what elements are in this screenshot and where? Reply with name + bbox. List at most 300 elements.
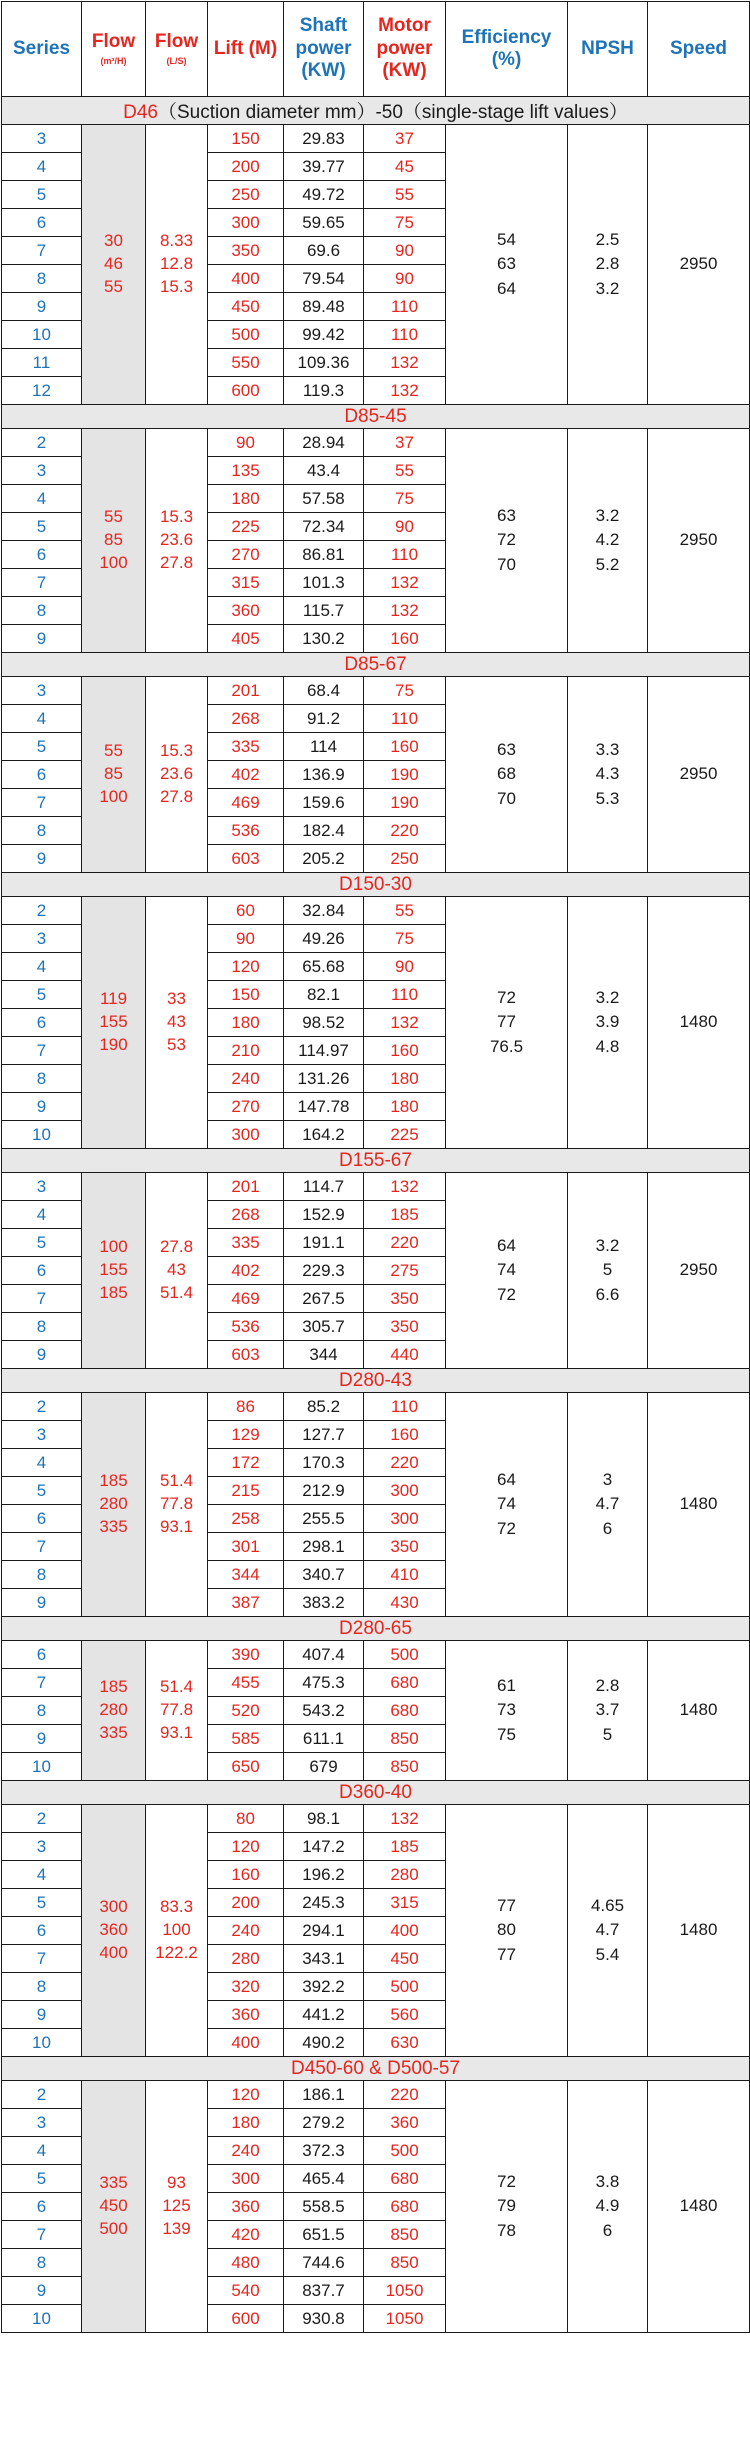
motor-power-cell: 250 [364, 845, 446, 873]
speed-cell: 2950 [648, 677, 750, 873]
motor-power-cell: 180 [364, 1093, 446, 1121]
efficiency-value: 64 [497, 1470, 516, 1490]
pump-performance-table [1, 1, 750, 2333]
lift-cell: 268 [208, 1201, 284, 1229]
efficiency-value: 63 [497, 740, 516, 760]
motor-power-cell: 500 [364, 2137, 446, 2165]
efficiency-value: 72 [497, 1518, 516, 1538]
shaft-power-cell: 651.5 [284, 2221, 364, 2249]
lift-cell: 268 [208, 705, 284, 733]
efficiency-value: 72 [497, 988, 516, 1008]
npsh-value: 3.9 [595, 1012, 620, 1032]
group-header-row [2, 1149, 750, 1173]
flow-ls-value: 23.6 [159, 530, 194, 550]
flow-m3h-value: 55 [104, 741, 123, 761]
series-cell: 9 [2, 625, 82, 653]
lift-cell: 135 [208, 457, 284, 485]
series-cell: 7 [2, 1533, 82, 1561]
npsh-value: 4.2 [595, 530, 620, 550]
table-row [2, 1393, 750, 1421]
series-cell: 5 [2, 181, 82, 209]
shaft-power-cell: 196.2 [284, 1861, 364, 1889]
lift-cell: 90 [208, 925, 284, 953]
lift-cell: 200 [208, 153, 284, 181]
shaft-power-cell: 344 [284, 1341, 364, 1369]
series-cell: 6 [2, 1257, 82, 1285]
efficiency-value: 77 [497, 1944, 516, 1964]
lift-cell: 120 [208, 2081, 284, 2109]
flow-m3h-cell [82, 1393, 146, 1617]
flow-m3h-value: 500 [99, 2218, 128, 2238]
shaft-power-cell: 372.3 [284, 2137, 364, 2165]
series-cell: 3 [2, 1421, 82, 1449]
lift-cell: 300 [208, 1121, 284, 1149]
lift-cell: 360 [208, 2001, 284, 2029]
lift-cell: 390 [208, 1641, 284, 1669]
motor-power-cell: 110 [364, 293, 446, 321]
header-speed: Speed [648, 2, 750, 97]
header-flow-m3h: Flow (m³/H) [82, 2, 146, 97]
shaft-power-cell: 119.3 [284, 377, 364, 405]
flow-m3h-value: 450 [99, 2196, 128, 2216]
flow-ls-value: 8.33 [159, 231, 194, 251]
group-model: D46 [123, 102, 158, 123]
efficiency-cell [446, 677, 568, 873]
shaft-power-cell: 392.2 [284, 1973, 364, 2001]
flow-ls-value: 122.2 [155, 1942, 198, 1962]
flow-ls-value: 93.1 [159, 1516, 194, 1536]
motor-power-cell: 300 [364, 1505, 446, 1533]
motor-power-cell: 75 [364, 925, 446, 953]
flow-ls-value: 15.3 [159, 507, 194, 527]
shaft-power-cell: 86.81 [284, 541, 364, 569]
series-cell: 3 [2, 925, 82, 953]
lift-cell: 258 [208, 1505, 284, 1533]
series-cell: 5 [2, 1477, 82, 1505]
lift-cell: 536 [208, 1313, 284, 1341]
series-cell: 5 [2, 513, 82, 541]
series-cell: 3 [2, 457, 82, 485]
series-cell: 9 [2, 2001, 82, 2029]
motor-power-cell: 450 [364, 1945, 446, 1973]
shaft-power-cell: 39.77 [284, 153, 364, 181]
npsh-value: 5.3 [595, 788, 620, 808]
flow-m3h-value: 280 [99, 1494, 128, 1514]
group-model: D360-40 [339, 1781, 412, 1803]
series-cell: 3 [2, 125, 82, 153]
table-row [2, 897, 750, 925]
shaft-power-cell: 490.2 [284, 2029, 364, 2057]
group-title [2, 97, 750, 125]
speed-cell: 1480 [648, 1393, 750, 1617]
motor-power-cell: 55 [364, 457, 446, 485]
motor-power-cell: 110 [364, 1393, 446, 1421]
motor-power-cell: 132 [364, 1009, 446, 1037]
lift-cell: 455 [208, 1669, 284, 1697]
lift-cell: 240 [208, 1065, 284, 1093]
series-cell: 7 [2, 2221, 82, 2249]
npsh-value: 2.5 [595, 230, 620, 250]
series-cell: 9 [2, 1725, 82, 1753]
shaft-power-cell: 255.5 [284, 1505, 364, 1533]
lift-cell: 360 [208, 597, 284, 625]
flow-m3h-cell [82, 1641, 146, 1781]
lift-cell: 600 [208, 2305, 284, 2333]
efficiency-value: 68 [497, 764, 516, 784]
motor-power-cell: 37 [364, 125, 446, 153]
lift-cell: 540 [208, 2277, 284, 2305]
lift-cell: 344 [208, 1561, 284, 1589]
motor-power-cell: 45 [364, 153, 446, 181]
header-motor-power: Motor power (KW) [364, 2, 446, 97]
shaft-power-cell: 147.2 [284, 1833, 364, 1861]
shaft-power-cell: 267.5 [284, 1285, 364, 1313]
npsh-value: 3.2 [595, 1236, 620, 1256]
motor-power-cell: 55 [364, 897, 446, 925]
motor-power-cell: 110 [364, 321, 446, 349]
group-model: D280-65 [339, 1617, 412, 1639]
header-shaft-power: Shaft power (KW) [284, 2, 364, 97]
header-series: Series [2, 2, 82, 97]
series-cell: 12 [2, 377, 82, 405]
motor-power-cell: 680 [364, 2165, 446, 2193]
series-cell: 2 [2, 897, 82, 925]
lift-cell: 402 [208, 1257, 284, 1285]
shaft-power-cell: 744.6 [284, 2249, 364, 2277]
shaft-power-cell: 279.2 [284, 2109, 364, 2137]
motor-power-cell: 220 [364, 1229, 446, 1257]
npsh-value: 4.7 [595, 1494, 620, 1514]
header-lift: Lift (M) [208, 2, 284, 97]
flow-ls-value: 27.8 [159, 1237, 194, 1257]
series-cell: 9 [2, 1341, 82, 1369]
motor-power-cell: 90 [364, 513, 446, 541]
motor-power-cell: 430 [364, 1589, 446, 1617]
speed-cell: 1480 [648, 2081, 750, 2333]
motor-power-cell: 220 [364, 817, 446, 845]
motor-power-cell: 500 [364, 1973, 446, 2001]
header-row [2, 2, 750, 97]
series-cell: 9 [2, 1589, 82, 1617]
shaft-power-cell: 72.34 [284, 513, 364, 541]
lift-cell: 270 [208, 541, 284, 569]
flow-m3h-value: 85 [104, 530, 123, 550]
lift-cell: 240 [208, 1917, 284, 1945]
series-cell: 8 [2, 2249, 82, 2277]
shaft-power-cell: 441.2 [284, 2001, 364, 2029]
series-cell: 9 [2, 1093, 82, 1121]
lift-cell: 520 [208, 1697, 284, 1725]
lift-cell: 201 [208, 677, 284, 705]
flow-m3h-value: 100 [99, 786, 128, 806]
efficiency-value: 64 [497, 278, 516, 298]
header-efficiency: Efficiency (%) [446, 2, 568, 97]
series-cell: 3 [2, 2109, 82, 2137]
lift-cell: 120 [208, 1833, 284, 1861]
table-row [2, 1805, 750, 1833]
shaft-power-cell: 43.4 [284, 457, 364, 485]
flow-m3h-value: 85 [104, 764, 123, 784]
lift-cell: 402 [208, 761, 284, 789]
group-title [2, 653, 750, 677]
npsh-value: 3.3 [595, 740, 620, 760]
series-cell: 3 [2, 1833, 82, 1861]
group-title [2, 1781, 750, 1805]
shaft-power-cell: 49.72 [284, 181, 364, 209]
shaft-power-cell: 101.3 [284, 569, 364, 597]
motor-power-cell: 160 [364, 1421, 446, 1449]
flow-ls-value: 77.8 [159, 1494, 194, 1514]
shaft-power-cell: 59.65 [284, 209, 364, 237]
shaft-power-cell: 29.83 [284, 125, 364, 153]
series-cell: 5 [2, 1889, 82, 1917]
series-cell: 9 [2, 2277, 82, 2305]
motor-power-cell: 560 [364, 2001, 446, 2029]
flow-ls-value: 23.6 [159, 764, 194, 784]
flow-ls-cell [146, 1173, 208, 1369]
flow-m3h-value: 55 [104, 276, 123, 296]
shaft-power-cell: 65.68 [284, 953, 364, 981]
header-flow-ls: Flow (L/S) [146, 2, 208, 97]
shaft-power-cell: 147.78 [284, 1093, 364, 1121]
flow-ls-value: 12.8 [159, 254, 194, 274]
shaft-power-cell: 212.9 [284, 1477, 364, 1505]
motor-power-cell: 160 [364, 625, 446, 653]
series-cell: 9 [2, 293, 82, 321]
motor-power-cell: 630 [364, 2029, 446, 2057]
lift-cell: 315 [208, 569, 284, 597]
lift-cell: 129 [208, 1421, 284, 1449]
lift-cell: 420 [208, 2221, 284, 2249]
motor-power-cell: 180 [364, 1065, 446, 1093]
series-cell: 7 [2, 237, 82, 265]
series-cell: 6 [2, 761, 82, 789]
shaft-power-cell: 114 [284, 733, 364, 761]
shaft-power-cell: 558.5 [284, 2193, 364, 2221]
group-model: D450-60 & D500-57 [291, 2057, 460, 2079]
motor-power-cell: 300 [364, 1477, 446, 1505]
lift-cell: 335 [208, 733, 284, 761]
lift-cell: 405 [208, 625, 284, 653]
flow-ls-cell [146, 125, 208, 405]
series-cell: 6 [2, 1641, 82, 1669]
efficiency-value: 74 [497, 1260, 516, 1280]
efficiency-value: 70 [497, 788, 516, 808]
series-cell: 5 [2, 1229, 82, 1257]
efficiency-value: 61 [497, 1676, 516, 1696]
shaft-power-cell: 99.42 [284, 321, 364, 349]
efficiency-value: 72 [497, 530, 516, 550]
series-cell: 7 [2, 1037, 82, 1065]
shaft-power-cell: 49.26 [284, 925, 364, 953]
motor-power-cell: 360 [364, 2109, 446, 2137]
npsh-value: 4.65 [590, 1896, 625, 1916]
lift-cell: 550 [208, 349, 284, 377]
motor-power-cell: 1050 [364, 2277, 446, 2305]
series-cell: 5 [2, 2165, 82, 2193]
series-cell: 4 [2, 953, 82, 981]
speed-cell: 2950 [648, 429, 750, 653]
motor-power-cell: 75 [364, 209, 446, 237]
motor-power-cell: 850 [364, 2249, 446, 2277]
series-cell: 3 [2, 1173, 82, 1201]
shaft-power-cell: 28.94 [284, 429, 364, 457]
motor-power-cell: 132 [364, 597, 446, 625]
motor-power-cell: 190 [364, 761, 446, 789]
npsh-value: 6.6 [595, 1284, 620, 1304]
flow-m3h-value: 119 [99, 989, 128, 1009]
shaft-power-cell: 164.2 [284, 1121, 364, 1149]
speed-cell: 2950 [648, 1173, 750, 1369]
shaft-power-cell: 930.8 [284, 2305, 364, 2333]
flow-ls-value: 53 [167, 1034, 186, 1054]
flow-m3h-cell [82, 1805, 146, 2057]
series-cell: 2 [2, 1805, 82, 1833]
shaft-power-cell: 611.1 [284, 1725, 364, 1753]
motor-power-cell: 132 [364, 1173, 446, 1201]
shaft-power-cell: 131.26 [284, 1065, 364, 1093]
motor-power-cell: 850 [364, 1753, 446, 1781]
flow-m3h-value: 155 [99, 1012, 128, 1032]
efficiency-cell [446, 1173, 568, 1369]
flow-m3h-value: 55 [104, 507, 123, 527]
group-header-row [2, 873, 750, 897]
series-cell: 8 [2, 1697, 82, 1725]
lift-cell: 603 [208, 845, 284, 873]
motor-power-cell: 500 [364, 1641, 446, 1669]
shaft-power-cell: 109.36 [284, 349, 364, 377]
flow-ls-value: 43 [167, 1260, 186, 1280]
lift-cell: 210 [208, 1037, 284, 1065]
npsh-cell [568, 125, 648, 405]
lift-cell: 300 [208, 2165, 284, 2193]
flow-m3h-value: 46 [104, 254, 123, 274]
group-model: D85-67 [344, 653, 407, 675]
flow-m3h-value: 360 [99, 1920, 128, 1940]
npsh-cell [568, 897, 648, 1149]
npsh-value: 5 [602, 1724, 613, 1744]
series-cell: 9 [2, 845, 82, 873]
series-cell: 10 [2, 2305, 82, 2333]
efficiency-value: 76.5 [489, 1036, 524, 1056]
group-header-row [2, 1369, 750, 1393]
lift-cell: 320 [208, 1973, 284, 2001]
efficiency-value: 75 [497, 1724, 516, 1744]
npsh-value: 3 [602, 1470, 613, 1490]
lift-cell: 250 [208, 181, 284, 209]
series-cell: 3 [2, 677, 82, 705]
efficiency-value: 79 [497, 2196, 516, 2216]
group-model: D150-30 [339, 873, 412, 895]
flow-m3h-value: 30 [104, 231, 123, 251]
group-header-row [2, 405, 750, 429]
efficiency-cell [446, 1393, 568, 1617]
group-title [2, 1149, 750, 1173]
shaft-power-cell: 68.4 [284, 677, 364, 705]
shaft-power-cell: 114.97 [284, 1037, 364, 1065]
flow-ls-value: 77.8 [159, 1700, 194, 1720]
series-cell: 8 [2, 597, 82, 625]
shaft-power-cell: 679 [284, 1753, 364, 1781]
motor-power-cell: 90 [364, 953, 446, 981]
series-cell: 6 [2, 209, 82, 237]
motor-power-cell: 440 [364, 1341, 446, 1369]
motor-power-cell: 680 [364, 1697, 446, 1725]
table-row [2, 429, 750, 457]
lift-cell: 86 [208, 1393, 284, 1421]
motor-power-cell: 132 [364, 377, 446, 405]
flow-ls-value: 51.4 [159, 1471, 194, 1491]
series-cell: 4 [2, 705, 82, 733]
npsh-value: 3.2 [595, 506, 620, 526]
group-title [2, 405, 750, 429]
motor-power-cell: 680 [364, 1669, 446, 1697]
lift-cell: 360 [208, 2193, 284, 2221]
lift-cell: 200 [208, 1889, 284, 1917]
flow-m3h-value: 185 [99, 1677, 128, 1697]
group-title [2, 2057, 750, 2081]
lift-cell: 450 [208, 293, 284, 321]
group-title [2, 873, 750, 897]
lift-cell: 603 [208, 1341, 284, 1369]
flow-ls-value: 125 [162, 2196, 191, 2216]
shaft-power-cell: 383.2 [284, 1589, 364, 1617]
series-cell: 4 [2, 1861, 82, 1889]
lift-cell: 300 [208, 209, 284, 237]
efficiency-value: 74 [497, 1494, 516, 1514]
table-row [2, 1173, 750, 1201]
group-header-row [2, 653, 750, 677]
motor-power-cell: 55 [364, 181, 446, 209]
efficiency-value: 77 [497, 1896, 516, 1916]
npsh-value: 6 [602, 1518, 613, 1538]
flow-ls-cell [146, 1641, 208, 1781]
lift-cell: 150 [208, 125, 284, 153]
series-cell: 10 [2, 321, 82, 349]
series-cell: 2 [2, 429, 82, 457]
flow-m3h-cell [82, 1173, 146, 1369]
series-cell: 10 [2, 1753, 82, 1781]
lift-cell: 480 [208, 2249, 284, 2277]
series-cell: 7 [2, 789, 82, 817]
group-title [2, 1617, 750, 1641]
shaft-power-cell: 152.9 [284, 1201, 364, 1229]
speed-cell: 1480 [648, 1805, 750, 2057]
motor-power-cell: 185 [364, 1833, 446, 1861]
series-cell: 8 [2, 265, 82, 293]
flow-m3h-value: 335 [99, 1722, 128, 1742]
flow-ls-cell [146, 2081, 208, 2333]
motor-power-cell: 225 [364, 1121, 446, 1149]
lift-cell: 120 [208, 953, 284, 981]
series-cell: 2 [2, 1393, 82, 1421]
shaft-power-cell: 245.3 [284, 1889, 364, 1917]
npsh-value: 3.7 [595, 1700, 620, 1720]
lift-cell: 469 [208, 1285, 284, 1313]
flow-m3h-value: 335 [99, 1516, 128, 1536]
npsh-value: 4.8 [595, 1036, 620, 1056]
shaft-power-cell: 98.1 [284, 1805, 364, 1833]
flow-ls-value: 27.8 [159, 552, 194, 572]
lift-cell: 650 [208, 1753, 284, 1781]
lift-cell: 536 [208, 817, 284, 845]
npsh-cell [568, 1641, 648, 1781]
shaft-power-cell: 407.4 [284, 1641, 364, 1669]
series-cell: 4 [2, 2137, 82, 2165]
shaft-power-cell: 294.1 [284, 1917, 364, 1945]
npsh-value: 6 [602, 2220, 613, 2240]
speed-cell: 2950 [648, 125, 750, 405]
